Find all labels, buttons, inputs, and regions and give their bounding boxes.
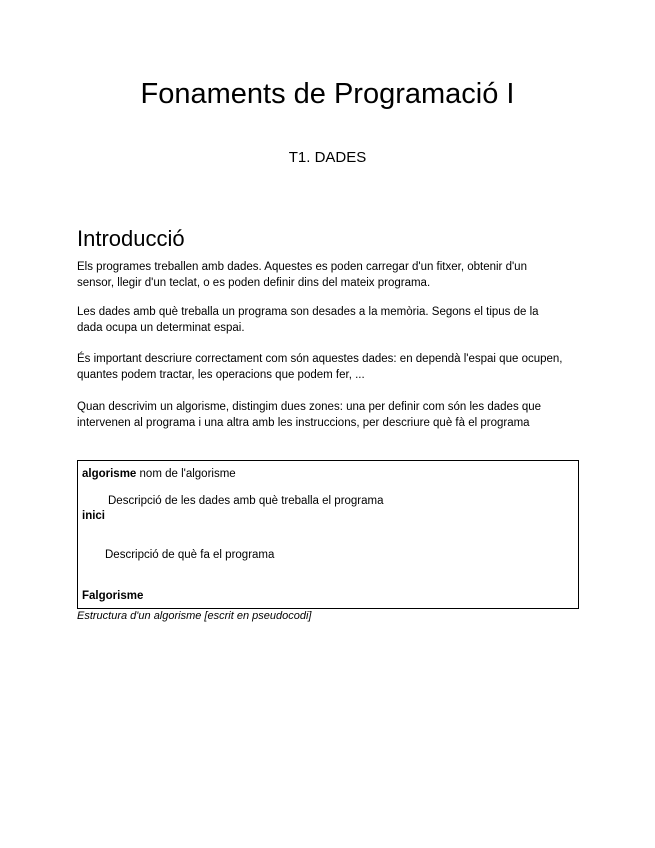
document-subtitle: T1. DADES: [288, 149, 367, 166]
paragraph: És important descriure correctament com són aquestes dades: en dependà l'espai que ocupen, quantes podem tractar, les operacions que podem fer, ...: [77, 353, 563, 381]
start-keyword: [82, 509, 105, 524]
falgorisme-keyword: Falgorisme: [82, 590, 144, 602]
algorithm-keyword: algorisme: [82, 468, 137, 480]
document-title: Fonaments de Programació I: [140, 78, 515, 110]
section-heading: Introducció: [77, 226, 185, 251]
inici-keyword: inici: [82, 510, 106, 522]
paragraph: Quan descrivim un algorisme, distingim dues zones: una per definir com són les dades que intervenen al programa i una altra amb les instruccions, per descriure què fà el programa: [77, 401, 542, 429]
figure-caption: Estructura d'un algorisme [escrit en pseudocodi]: [77, 610, 312, 622]
algorithm-name: nom de l'algorisme: [139, 468, 236, 480]
algorithm-structure-box: [77, 460, 579, 609]
end-keyword: [82, 589, 143, 604]
body-description: Descripció de què fa el programa: [105, 549, 275, 561]
paragraph: Els programes treballen amb dades. Aquestes es poden carregar d'un fitxer, obtenir d'un sensor, llegir d'un teclat, o es poden definir dins del mateix programa.: [77, 261, 527, 289]
algorithm-header-line: [82, 467, 236, 482]
data-description: Descripció de les dades amb què treballa el programa: [108, 495, 384, 507]
paragraph: Les dades amb què treballa un programa son desades a la memòria. Segons el tipus de la dada ocupa un determinat espai.: [77, 306, 539, 334]
